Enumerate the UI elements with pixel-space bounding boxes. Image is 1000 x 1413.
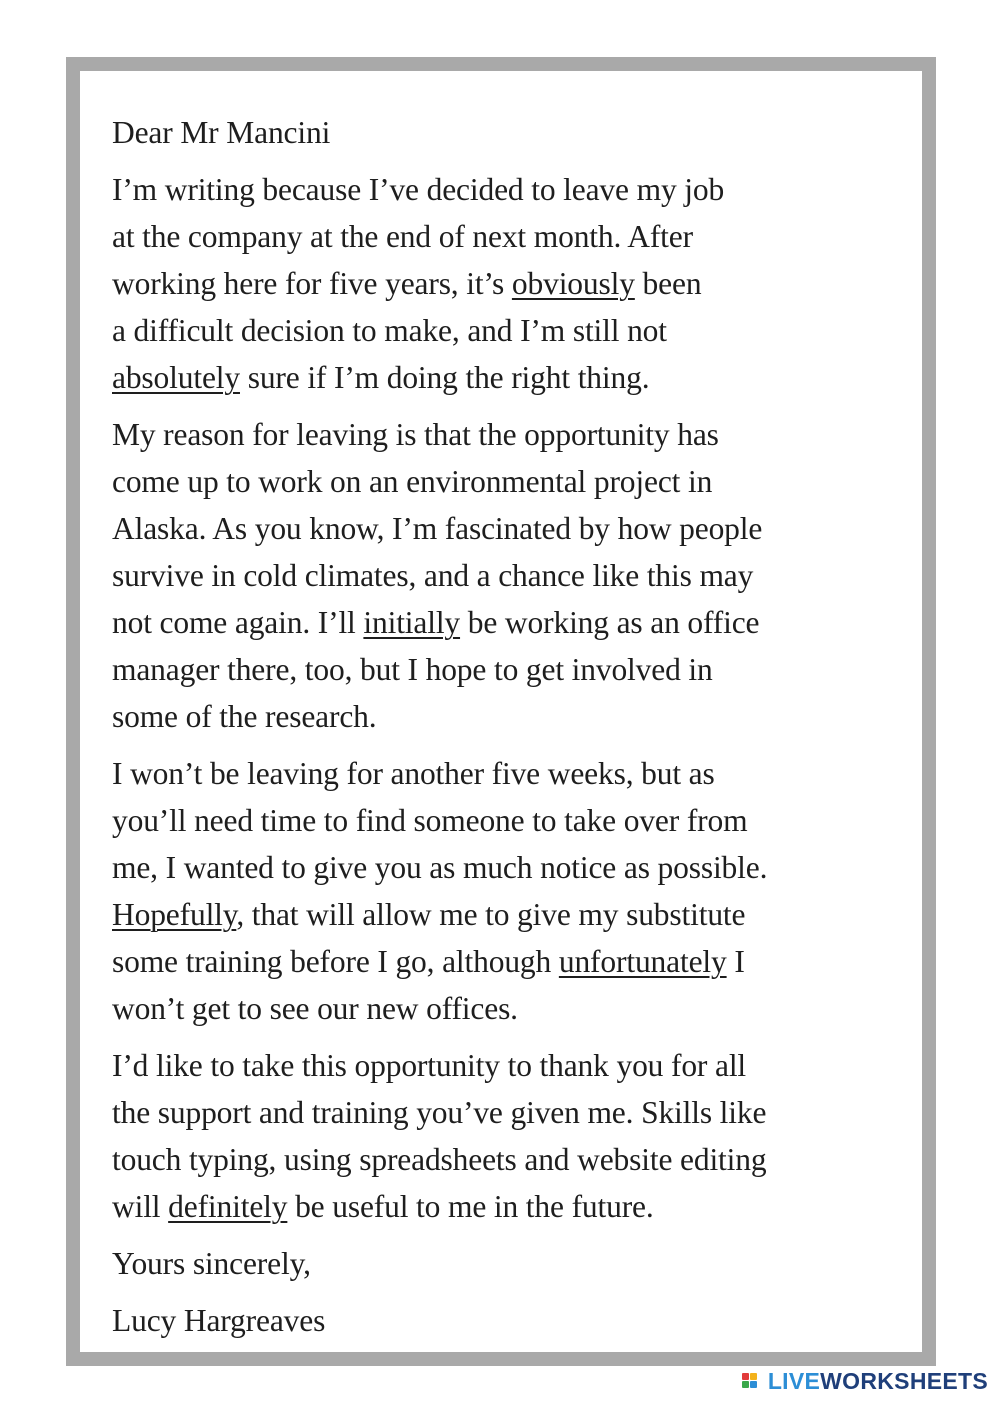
letter-line xyxy=(112,646,892,693)
paragraph-1 xyxy=(112,166,892,401)
letter-line xyxy=(112,213,892,260)
text-segment: been xyxy=(634,266,702,301)
letter-line xyxy=(112,750,892,797)
text-segment: Alaska. As you know, I’m fascinated by how people xyxy=(112,511,763,546)
underlined-word: absolutely xyxy=(112,360,240,395)
letter-salutation: Dear Mr Mancini xyxy=(112,115,331,150)
letter-line xyxy=(112,354,892,401)
text-segment: not come again. I’ll xyxy=(112,605,364,640)
logo-square-blue xyxy=(750,1381,757,1388)
letter-line xyxy=(112,166,892,213)
text-segment: a difficult decision to make, and I’m still not xyxy=(112,313,667,348)
text-segment: My reason for leaving is that the opportunity has xyxy=(112,417,719,452)
paragraph-2 xyxy=(112,411,892,740)
letter-line xyxy=(112,307,892,354)
paragraph-3 xyxy=(112,750,892,1032)
letter-line xyxy=(112,552,892,599)
text-segment: manager there, too, but I hope to get involved in xyxy=(112,652,713,687)
text-segment: working here for five years, it’s xyxy=(112,266,512,301)
letter-line xyxy=(112,1136,892,1183)
liveworksheets-logo-icon xyxy=(742,1373,762,1393)
underlined-word: unfortunately xyxy=(558,944,727,979)
letter-line xyxy=(112,1042,892,1089)
text-segment: survive in cold climates, and a chance like this may xyxy=(112,558,754,593)
underlined-word: Hopefully xyxy=(112,897,237,932)
text-segment: won’t get to see our new offices. xyxy=(112,991,518,1026)
text-segment: the support and training you’ve given me. Skills like xyxy=(112,1095,767,1130)
text-segment: I won’t be leaving for another five weeks, but as xyxy=(112,756,715,791)
text-segment: some training before I go, although xyxy=(112,944,559,979)
logo-text-suffix: WORKSHEETS xyxy=(820,1368,988,1394)
text-segment: sure if I’m doing the right thing. xyxy=(239,360,650,395)
letter-line xyxy=(112,844,892,891)
text-segment: will xyxy=(112,1189,169,1224)
paragraph-4 xyxy=(112,1042,892,1230)
letter-signature: Lucy Hargreaves xyxy=(112,1303,326,1338)
logo-square-red xyxy=(742,1373,749,1380)
letter-page xyxy=(80,71,922,1352)
logo-square-green xyxy=(742,1381,749,1388)
letter-line xyxy=(112,411,892,458)
underlined-word: definitely xyxy=(168,1189,288,1224)
logo-square-yellow xyxy=(750,1373,757,1380)
liveworksheets-logo[interactable] xyxy=(742,1368,988,1395)
text-segment: come up to work on an environmental project in xyxy=(112,464,713,499)
text-segment: I xyxy=(726,944,745,979)
letter-line xyxy=(112,891,892,938)
letter-line xyxy=(112,260,892,307)
text-segment: , that will allow me to give my substitute xyxy=(236,897,746,932)
text-segment: be working as an office xyxy=(460,605,760,640)
text-segment: I’m writing because I’ve decided to leave my job xyxy=(112,172,725,207)
letter-frame xyxy=(66,57,936,1366)
text-segment: be useful to me in the future. xyxy=(287,1189,654,1224)
letter-line xyxy=(112,1183,892,1230)
text-segment: at the company at the end of next month. After xyxy=(112,219,693,254)
letter-line xyxy=(112,985,892,1032)
letter-line xyxy=(112,797,892,844)
text-segment: some of the research. xyxy=(112,699,377,734)
letter-line xyxy=(112,458,892,505)
letter-closing: Yours sincerely, xyxy=(112,1246,311,1281)
letter-line xyxy=(112,599,892,646)
logo-text-prefix: LIVE xyxy=(767,1368,821,1394)
text-segment: you’ll need time to find someone to take over from xyxy=(112,803,748,838)
letter-line xyxy=(112,938,892,985)
text-segment: me, I wanted to give you as much notice as possible. xyxy=(112,850,768,885)
underlined-word: obviously xyxy=(511,266,635,301)
text-segment: I’d like to take this opportunity to thank you for all xyxy=(112,1048,747,1083)
underlined-word: initially xyxy=(363,605,461,640)
text-segment: touch typing, using spreadsheets and website editing xyxy=(112,1142,767,1177)
letter-line xyxy=(112,693,892,740)
logo-text xyxy=(768,1368,988,1395)
letter-line xyxy=(112,1089,892,1136)
letter-line xyxy=(112,505,892,552)
